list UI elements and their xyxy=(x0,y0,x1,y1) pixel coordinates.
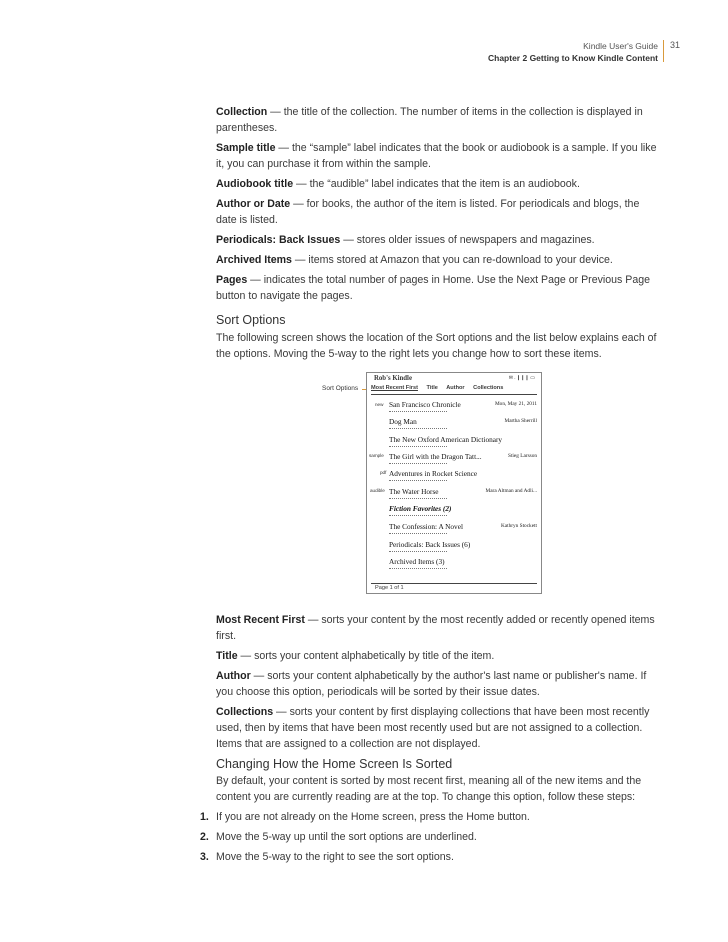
step-2: 2. Move the 5-way up until the sort options are underlined. xyxy=(200,831,477,843)
list-item[interactable]: The Confession: A Novel Kathryn Stockett xyxy=(389,522,539,542)
label-new: new xyxy=(375,402,384,407)
def-collection: Collection — the title of the collection. The number of items in the collection is displayed in parentheses. xyxy=(216,106,643,134)
def-author: Author — sorts your content alphabetically by the author's last name or publisher's name. If you choose this option, periodicals will be sorted by their issue dates. xyxy=(216,670,647,698)
label-sample: sample xyxy=(369,453,384,458)
sort-options-heading: Sort Options xyxy=(216,313,286,327)
kindle-device-title: Rob's Kindle xyxy=(374,375,412,382)
kindle-sort-bar xyxy=(371,385,537,391)
list-item[interactable]: The New Oxford American Dictionary xyxy=(389,435,539,455)
def-sample-title: Sample title — the “sample” label indicates that the book or audiobook is a sample. If you like it, you can purchase it from within the sample. xyxy=(216,142,657,170)
def-title: Title — sorts your content alphabetically by title of the item. xyxy=(216,650,495,662)
list-item[interactable]: Archived Items (3) xyxy=(389,557,539,577)
list-item[interactable]: Dog Man Martha Sherrill xyxy=(389,417,539,437)
label-audible: audible xyxy=(370,488,385,493)
step-3: 3. Move the 5-way to the right to see the sort options. xyxy=(200,851,454,863)
sort-options-intro: The following screen shows the location of the Sort options and the list below explains each of the options. Moving the 5-way to the right lets you change how to sort these items. xyxy=(216,332,657,360)
page-header xyxy=(488,40,658,64)
def-audiobook-title: Audiobook title — the “audible” label indicates that the item is an audiobook. xyxy=(216,178,580,190)
page-number: 31 xyxy=(663,40,680,62)
list-item[interactable]: The Water Horse Mara Altman and Adli... xyxy=(389,487,539,507)
guide-title: Kindle User's Guide xyxy=(583,41,658,51)
list-item[interactable]: Periodicals: Back Issues (6) xyxy=(389,540,539,560)
list-item[interactable]: Fiction Favorites (2) xyxy=(389,504,539,524)
definitions-top xyxy=(216,104,661,308)
list-item[interactable]: Adventures in Rocket Science xyxy=(389,469,539,489)
sort-title[interactable]: Title xyxy=(426,385,438,391)
list-item[interactable]: The Girl with the Dragon Tatt... Stieg Larsson xyxy=(389,452,539,472)
def-pages: Pages — indicates the total number of pages in Home. Use the Next Page or Previous Page button to navigate the pages. xyxy=(216,274,650,302)
kindle-header-divider xyxy=(371,394,537,395)
sort-most-recent-first[interactable]: Most Recent First xyxy=(371,385,418,391)
sort-collections[interactable]: Collections xyxy=(473,385,504,391)
chapter-title: Chapter 2 Getting to Know Kindle Content xyxy=(488,53,658,63)
definitions-sort xyxy=(216,612,661,756)
changing-sort-intro: By default, your content is sorted by most recent first, meaning all of the new items and the content you are currently reading are at the top. To change this option, follow these steps: xyxy=(216,775,642,803)
changing-sort-heading: Changing How the Home Screen Is Sorted xyxy=(216,757,453,771)
def-collections: Collections — sorts your content by first displaying collections that have been most recently used, then by items that have been most recently used but are not assigned to a collection. Items that are assigned to a collection are not displayed. xyxy=(216,706,650,750)
sort-author[interactable]: Author xyxy=(446,385,465,391)
steps-list xyxy=(200,809,670,869)
kindle-home-screen xyxy=(366,372,542,594)
def-archived-items: Archived Items — items stored at Amazon that you can re-download to your device. xyxy=(216,254,613,266)
def-author-or-date: Author or Date — for books, the author of the item is listed. For periodicals and blogs, the date is listed. xyxy=(216,198,640,226)
def-periodicals: Periodicals: Back Issues — stores older issues of newspapers and magazines. xyxy=(216,234,595,246)
kindle-page-indicator: Page 1 of 1 xyxy=(371,583,537,591)
kindle-status-icons: ✉ . ❙❙❙ ▭ xyxy=(508,376,535,381)
step-1: 1. If you are not already on the Home screen, press the Home button. xyxy=(200,811,530,823)
list-item[interactable]: San Francisco Chronicle Mon, May 21, 2011 xyxy=(389,400,539,420)
label-pdf: pdf xyxy=(380,470,387,475)
def-most-recent-first: Most Recent First — sorts your content by the most recently added or recently opened items first. xyxy=(216,614,655,642)
sort-options-callout: Sort Options xyxy=(322,385,359,392)
